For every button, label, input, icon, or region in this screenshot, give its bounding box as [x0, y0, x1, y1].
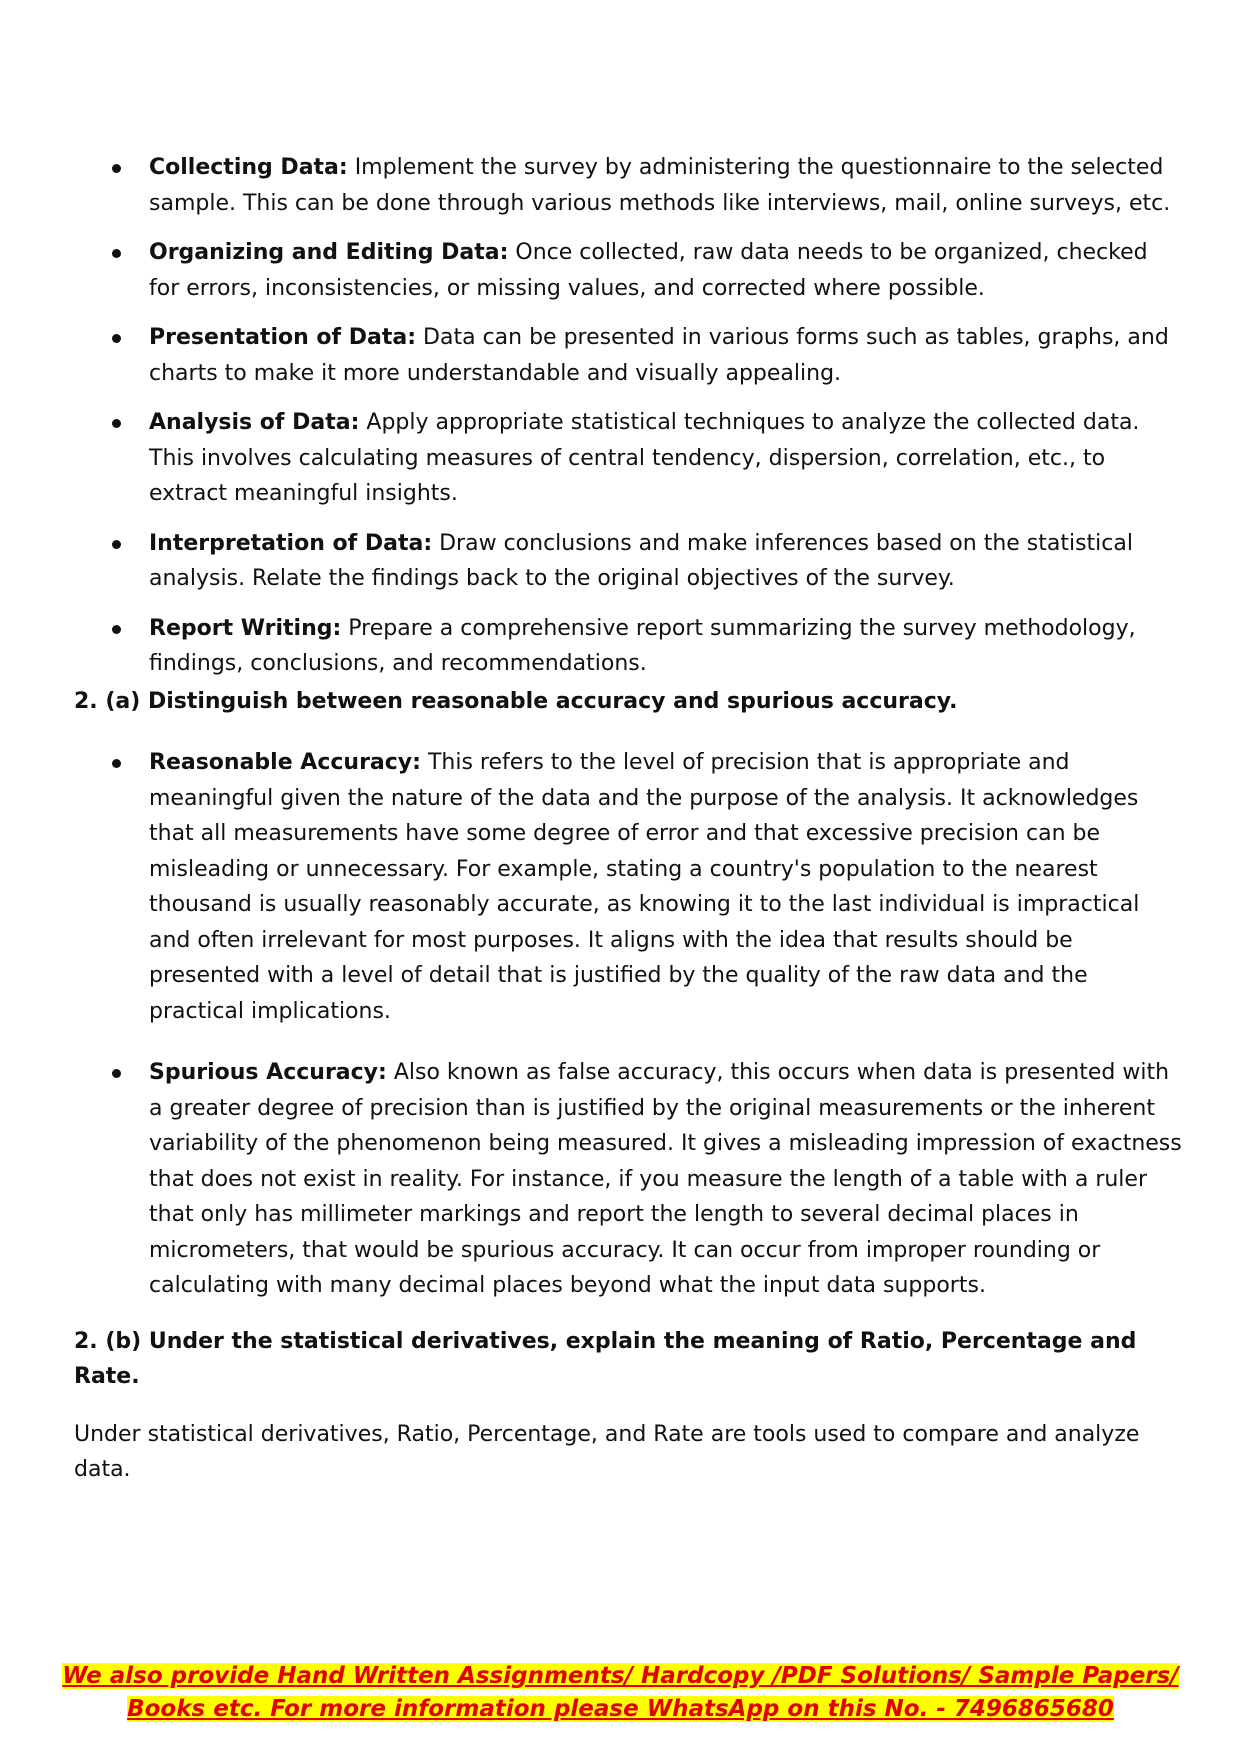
bullet-icon — [112, 249, 121, 258]
list-item — [74, 526, 1184, 597]
promo-line-2: Books etc. For more information please WhatsApp on this No. - 7496865680 — [127, 1696, 1114, 1722]
list-item-term: Organizing and Editing Data: — [149, 240, 509, 265]
list-item — [74, 235, 1184, 306]
bullet-icon — [112, 759, 121, 768]
page-content — [74, 150, 1184, 1488]
accuracy-list — [74, 745, 1184, 1304]
list-item-text: Data can be presented in various forms such as tables, graphs, and charts to make it more understandable and visually appealing. — [149, 325, 1169, 386]
question-2b-heading: 2. (b) Under the statistical derivatives, explain the meaning of Ratio, Percentage and Rate. — [74, 1328, 1137, 1389]
bullet-icon — [112, 164, 121, 173]
question-2a-heading: 2. (a) Distinguish between reasonable accuracy and spurious accuracy. — [74, 688, 958, 714]
list-item-text: Apply appropriate statistical techniques to analyze the collected data. This involves calculating measures of central tendency, dispersion, correlation, etc., to extract meaningful insights. — [149, 410, 1140, 506]
list-item-term: Collecting Data: — [149, 155, 348, 180]
list-item-text: Prepare a comprehensive report summarizing the survey methodology, findings, conclusions, and recommendations. — [149, 615, 1136, 676]
list-item-term: Analysis of Data: — [149, 410, 360, 435]
bullet-icon — [112, 334, 121, 343]
list-item-text: Implement the survey by administering the questionnaire to the selected sample. This can be done through various methods like interviews, mail, online surveys, etc. — [149, 155, 1171, 216]
promo-footer — [60, 1660, 1181, 1726]
list-item-text: Draw conclusions and make inferences based on the statistical analysis. Relate the findings back to the original objectives of the survey. — [149, 530, 1133, 591]
list-item-term: Report Writing: — [149, 615, 342, 641]
survey-steps-list — [74, 150, 1184, 682]
list-item-text: Once collected, raw data needs to be organized, checked for errors, inconsistencies, or missing values, and corrected where possible. — [149, 240, 1148, 301]
list-item-term: Reasonable Accuracy: — [149, 750, 421, 775]
list-item — [74, 1055, 1184, 1304]
list-item — [74, 320, 1184, 391]
bullet-icon — [112, 625, 121, 634]
list-item-term: Interpretation of Data: — [149, 530, 433, 556]
answer-2b-intro: Under statistical derivatives, Ratio, Percentage, and Rate are tools used to compare and analyze data. — [74, 1421, 1140, 1482]
list-item-text: This refers to the level of precision that is appropriate and meaningful given the nature of the data and the purpose of the analysis. It acknowledges that all measurements have some degree of error and that excessive precision can be misleading or unnecessary. For example, stating a country's population to the nearest thousand is usually reasonably accurate, as knowing it to the last individual is impractical and often irrelevant for most purposes. It aligns with the idea that results should be presented with a level of detail that is justified by the quality of the raw data and the practical implications. — [149, 750, 1140, 1024]
list-item — [74, 745, 1184, 1029]
list-item — [74, 150, 1184, 221]
promo-line-1: We also provide Hand Written Assignments/ Hardcopy /PDF Solutions/ Sample Papers/ — [62, 1663, 1179, 1689]
list-item-term: Spurious Accuracy: — [149, 1060, 387, 1085]
bullet-icon — [112, 540, 121, 549]
list-item-term: Presentation of Data: — [149, 325, 417, 350]
list-item — [74, 405, 1184, 512]
list-item — [74, 611, 1184, 682]
bullet-icon — [112, 419, 121, 428]
list-item-text: Also known as false accuracy, this occurs when data is presented with a greater degree of precision than is justified by the original measurements or the inherent variability of the phenomenon being measured. It gives a misleading impression of exactness that does not exist in reality. For instance, if you measure the length of a table with a ruler that only has millimeter markings and report the length to several decimal places in micrometers, that would be spurious accuracy. It can occur from improper rounding or calculating with many decimal places beyond what the input data supports. — [149, 1060, 1182, 1298]
bullet-icon — [112, 1069, 121, 1078]
